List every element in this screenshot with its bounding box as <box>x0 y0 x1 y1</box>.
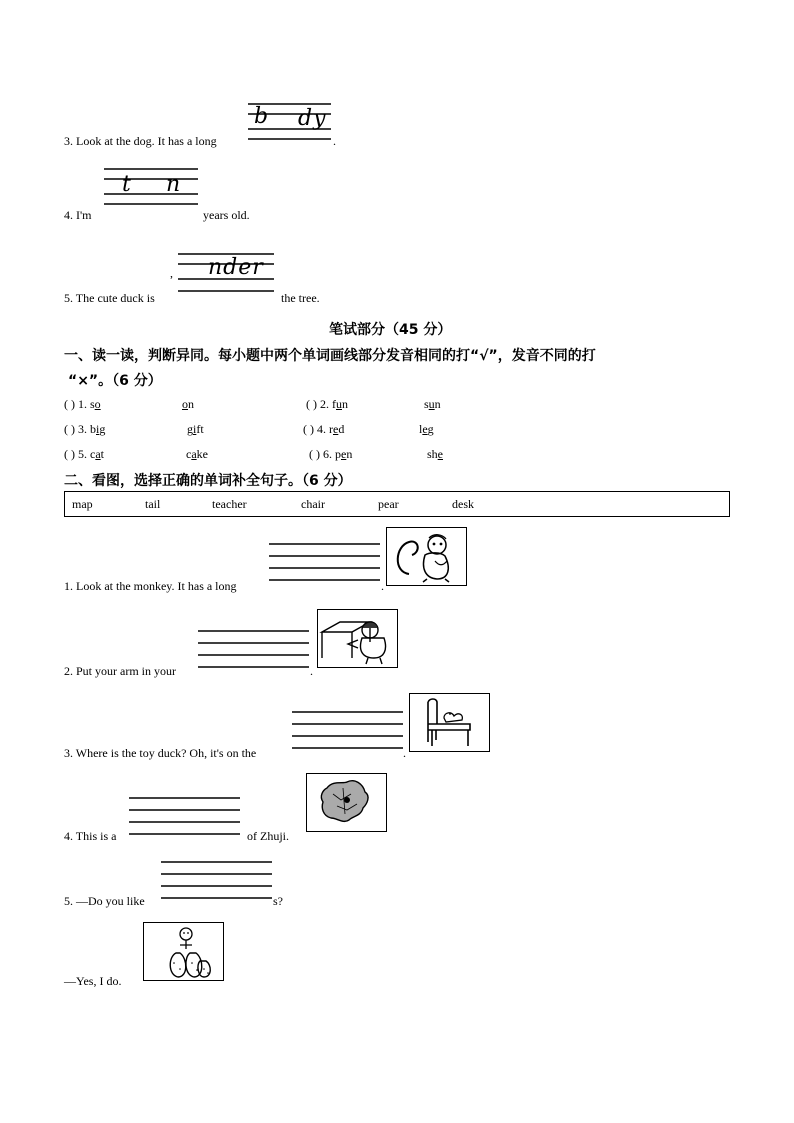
word-1: fun <box>332 397 348 411</box>
word-2: cake <box>186 447 208 461</box>
answer-lines[interactable] <box>196 628 312 669</box>
answer-lines[interactable] <box>159 859 275 900</box>
part1-item: ( ) 1. so on <box>64 397 194 411</box>
question-text: 2. Put your arm in your <box>64 664 176 678</box>
pear-picture <box>143 922 224 981</box>
word-1: red <box>329 422 345 436</box>
monkey-picture <box>386 527 467 586</box>
word-1: pen <box>335 447 353 461</box>
map-picture <box>306 773 387 832</box>
word-1: cat <box>90 447 104 461</box>
chair-picture <box>409 693 490 752</box>
question-text: 1. Look at the monkey. It has a long <box>64 579 237 593</box>
word-bank-item: chair <box>301 497 325 511</box>
letter-hint: t <box>122 172 132 197</box>
section-title: 笔试部分（45 分） <box>329 322 452 338</box>
question-text: 3. Look at the dog. It has a long <box>64 134 217 148</box>
answer-paren[interactable]: ( ) <box>306 397 317 411</box>
question-end: . <box>333 134 336 148</box>
word-bank-item: pear <box>378 497 399 511</box>
letter-hint: n <box>166 172 182 197</box>
word-bank-item: desk <box>452 497 474 511</box>
question-text: 4. This is a <box>64 829 117 843</box>
word-bank <box>64 491 730 517</box>
part1-item: ( ) 4. red leg <box>303 422 434 436</box>
part2-heading: 二、看图，选择正确的单词补全句子。（6 分） <box>64 473 352 489</box>
question-end: . <box>310 664 313 678</box>
question-text: 5. —Do you like <box>64 894 145 908</box>
letter-hint: b <box>254 104 270 129</box>
word-1: so <box>90 397 101 411</box>
word-2: she <box>427 447 443 461</box>
answer-lines[interactable] <box>290 709 406 750</box>
question-after: s? <box>273 894 283 908</box>
word-2: gift <box>187 422 204 436</box>
answer-lines[interactable] <box>267 541 383 582</box>
answer-paren[interactable]: ( ) <box>64 447 75 461</box>
map-icon <box>307 774 386 831</box>
question-text: 4. I'm <box>64 208 92 222</box>
part1-item: ( ) 2. fun sun <box>306 397 441 411</box>
word-2: leg <box>419 422 434 436</box>
question-end: . <box>381 579 384 593</box>
answer-paren[interactable]: ( ) <box>64 422 75 436</box>
desk-picture <box>317 609 398 668</box>
answer-paren[interactable]: ( ) <box>64 397 75 411</box>
word-bank-item: map <box>72 497 93 511</box>
part1-item: ( ) 5. cat cake <box>64 447 208 461</box>
hint-comma: , <box>170 266 173 280</box>
question-text: 3. Where is the toy duck? Oh, it's on the <box>64 746 257 760</box>
word-bank-item: tail <box>145 497 161 511</box>
letter-hint: nder <box>208 255 264 280</box>
part1-item: ( ) 3. big gift <box>64 422 204 436</box>
pear-icon <box>144 923 223 980</box>
word-1: big <box>90 422 106 436</box>
part1-heading: 一、读一读，判断异同。每小题中两个单词画线部分发音相同的打“√”，发音不同的打 <box>64 348 596 364</box>
desk-icon <box>318 610 397 667</box>
part1-item: ( ) 6. pen she <box>309 447 443 461</box>
answer-paren[interactable]: ( ) <box>303 422 314 436</box>
answer-paren[interactable]: ( ) <box>309 447 320 461</box>
monkey-icon <box>387 528 466 585</box>
letter-hint: dy <box>298 106 327 131</box>
question-after: years old. <box>203 208 250 222</box>
word-2: sun <box>424 397 441 411</box>
question-end: . <box>403 746 406 760</box>
answer-lines[interactable] <box>127 795 243 836</box>
question-text: 5. The cute duck is <box>64 291 155 305</box>
answer-text: —Yes, I do. <box>64 974 122 988</box>
question-after: of Zhuji. <box>247 829 289 843</box>
writing-lines <box>102 168 200 206</box>
word-2: on <box>182 397 194 411</box>
word-bank-item: teacher <box>212 497 247 511</box>
question-after: the tree. <box>281 291 320 305</box>
chair-icon <box>410 694 489 751</box>
part1-heading-cont: “×”。（6 分） <box>68 373 162 389</box>
